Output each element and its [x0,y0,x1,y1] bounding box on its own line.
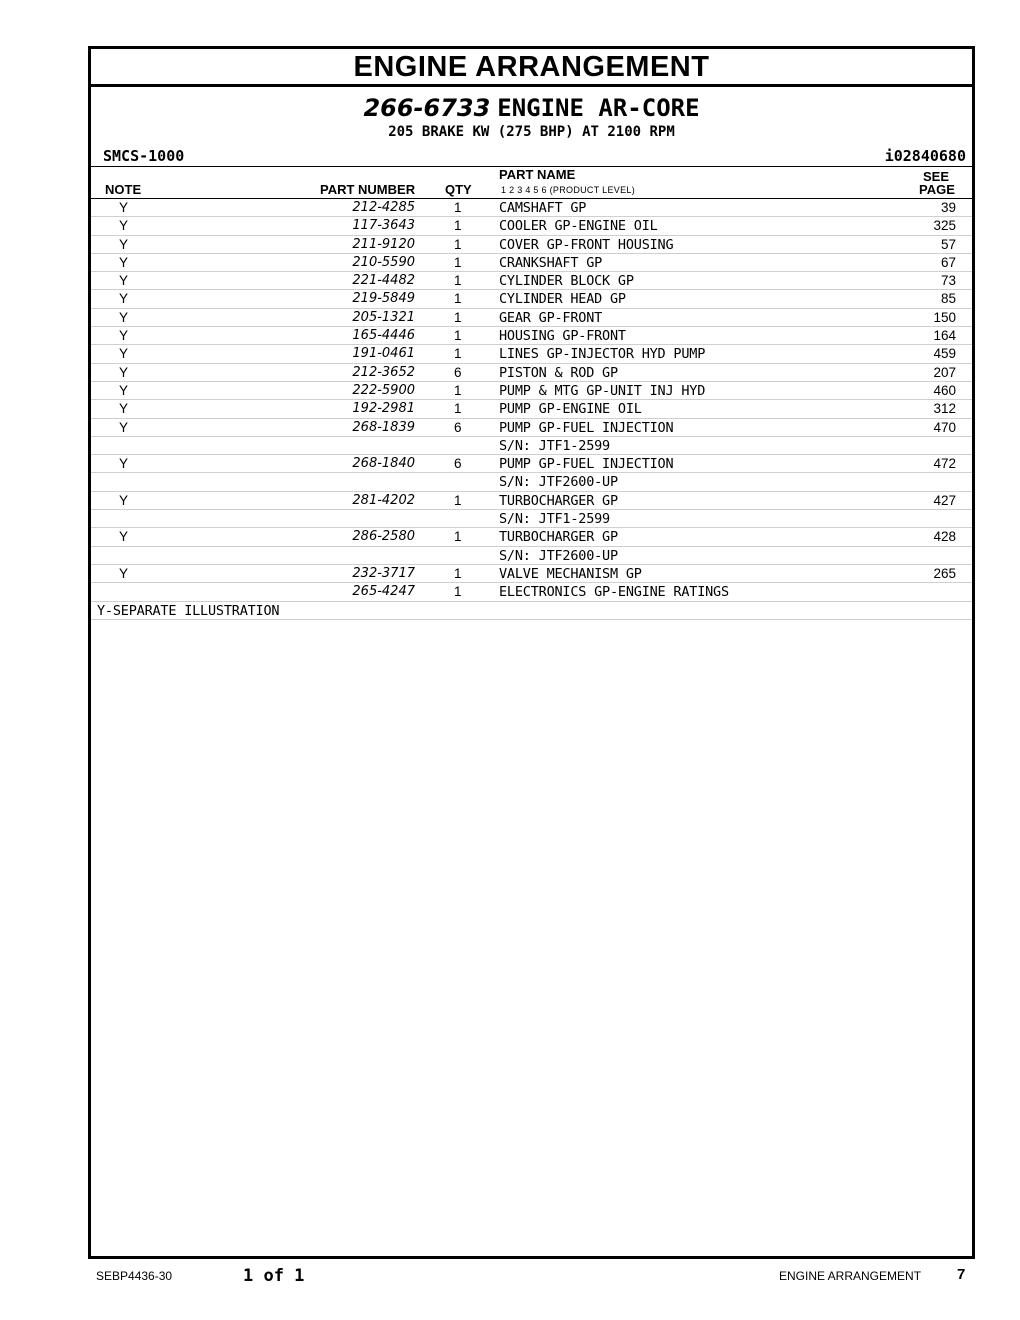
row-note: Y [119,456,129,472]
row-part-name: S/N: JTF2600-UP [499,474,618,491]
reference-id: i02840680 [884,147,966,165]
group-name: ENGINE AR-CORE [497,94,700,122]
row-qty: 1 [454,565,462,581]
group-part-number: 266-6733 [363,94,491,122]
row-part-name: S/N: JTF1-2599 [499,437,610,454]
parts-table [91,199,972,620]
col-note: NOTE [105,182,142,197]
row-note: Y [119,346,129,362]
row-note: Y [119,309,129,325]
row-part-name: LINES GP-INJECTOR HYD PUMP [499,346,706,363]
row-note: Y [119,254,129,270]
row-part-name: TURBOCHARGER GP [499,492,618,509]
table-row [91,364,972,382]
row-part-name: GEAR GP-FRONT [499,309,603,326]
table-row [91,254,972,272]
col-qty: QTY [445,182,472,197]
row-qty: 1 [454,254,462,270]
col-page: PAGE [919,182,955,197]
row-qty: 1 [454,346,462,362]
row-qty: 1 [454,273,462,289]
doc-number: SEBP4436-30 [96,1269,173,1283]
row-part-name: S/N: JTF2600-UP [499,547,618,564]
row-qty: 1 [454,218,462,234]
row-part-number: 210-5590 [352,254,415,270]
row-part-number: 211-9120 [352,236,415,252]
engine-rating: 205 BRAKE KW (275 BHP) AT 2100 RPM [388,124,675,140]
table-row [91,236,972,254]
row-qty: 1 [454,401,462,417]
row-see-page: 428 [933,529,956,545]
table-row [91,327,972,345]
row-note: Y [119,200,129,215]
row-qty: 1 [454,236,462,252]
row-note: Y [119,364,129,380]
row-qty: 1 [454,200,462,215]
table-row [91,455,972,473]
row-note: Y [119,419,129,435]
row-see-page: 427 [933,492,956,508]
page-footer [0,1266,1020,1288]
row-see-page: 459 [933,346,956,362]
page-number: 7 [957,1266,966,1283]
row-note: Y [119,236,129,252]
row-see-page: 39 [940,200,956,215]
row-part-name: PISTON & ROD GP [499,364,618,381]
row-see-page: 470 [933,419,956,435]
row-part-name: CYLINDER HEAD GP [499,291,626,308]
parts-list-frame [88,46,975,1259]
row-qty: 1 [454,584,462,600]
row-qty: 6 [454,456,462,472]
row-see-page: 265 [933,565,956,581]
row-part-name: CRANKSHAFT GP [499,254,603,271]
row-part-number: 219-5849 [352,291,415,307]
row-see-page: 472 [933,456,956,472]
table-row [91,547,972,565]
row-qty: 1 [454,529,462,545]
table-row [91,400,972,418]
row-part-number: 232-3717 [352,565,415,581]
row-part-number: 265-4247 [352,584,415,600]
table-row [91,309,972,327]
section-banner: ENGINE ARRANGEMENT [91,49,972,87]
col-part-name: PART NAME [499,167,576,182]
row-note: Y [119,218,129,234]
row-note: Y [119,273,129,289]
col-part-number: PART NUMBER [320,182,416,197]
page-of: 1 of 1 [243,1266,305,1286]
row-qty: 6 [454,364,462,380]
row-note: Y [119,529,129,545]
row-note: Y [119,492,129,508]
table-row [91,492,972,510]
row-part-number: 212-3652 [352,364,415,380]
table-row [91,272,972,290]
row-part-name: HOUSING GP-FRONT [499,328,626,345]
row-qty: 1 [454,309,462,325]
row-part-name: ELECTRONICS GP-ENGINE RATINGS [499,584,729,601]
row-part-number: 221-4482 [352,273,415,289]
row-see-page: 164 [933,328,956,344]
row-note: Y [119,565,129,581]
table-row [91,510,972,528]
row-part-number: 268-1839 [352,419,415,435]
row-see-page: 85 [940,291,956,307]
row-part-name: TURBOCHARGER GP [499,529,618,546]
table-row [91,290,972,308]
row-see-page: 73 [940,273,956,289]
column-headers [91,167,972,199]
col-product-level: 1 2 3 4 5 6 (PRODUCT LEVEL) [501,185,635,195]
row-part-name: PUMP GP-FUEL INJECTION [499,419,674,436]
table-row [91,583,972,601]
table-row [91,419,972,437]
row-part-number: 191-0461 [352,346,415,362]
id-row [91,145,972,167]
row-part-name: CYLINDER BLOCK GP [499,273,634,290]
row-note: Y [119,401,129,417]
row-part-number: 212-4285 [352,200,415,215]
row-part-number: 281-4202 [352,492,415,508]
row-qty: 1 [454,328,462,344]
smcs-code: SMCS-1000 [103,147,185,165]
row-part-number: 268-1840 [352,456,415,472]
col-see: SEE [923,169,950,184]
row-part-number: 222-5900 [352,382,415,398]
row-see-page: 57 [940,236,956,252]
row-part-number: 192-2981 [352,401,415,417]
table-row [91,437,972,455]
row-qty: 1 [454,382,462,398]
group-title [91,93,972,123]
table-row [91,528,972,546]
row-part-name: CAMSHAFT GP [499,200,587,216]
row-see-page: 150 [933,309,956,325]
row-see-page: 312 [933,401,956,417]
row-note: Y [119,328,129,344]
table-row [91,217,972,235]
row-part-name: PUMP & MTG GP-UNIT INJ HYD [499,382,706,399]
row-part-name: COOLER GP-ENGINE OIL [499,218,658,235]
footnote: Y-SEPARATE ILLUSTRATION [97,602,280,619]
row-part-number: 117-3643 [352,218,415,234]
footer-section: ENGINE ARRANGEMENT [779,1269,922,1283]
row-qty: 6 [454,419,462,435]
row-part-name: PUMP GP-ENGINE OIL [499,401,642,418]
row-qty: 1 [454,492,462,508]
row-see-page: 207 [933,364,956,380]
row-qty: 1 [454,291,462,307]
footnote-row [91,602,972,620]
row-note: Y [119,382,129,398]
table-row [91,473,972,491]
row-part-name: S/N: JTF1-2599 [499,511,610,528]
row-see-page: 67 [940,254,956,270]
table-row [91,565,972,583]
row-part-name: VALVE MECHANISM GP [499,565,642,582]
table-row [91,345,972,363]
row-part-name: COVER GP-FRONT HOUSING [499,236,674,253]
row-part-number: 165-4446 [352,328,415,344]
row-see-page: 460 [933,382,956,398]
row-part-number: 286-2580 [352,529,415,545]
row-see-page: 325 [933,218,956,234]
row-part-number: 205-1321 [352,309,415,325]
table-row [91,199,972,217]
row-part-name: PUMP GP-FUEL INJECTION [499,456,674,473]
row-note: Y [119,291,129,307]
table-row [91,382,972,400]
